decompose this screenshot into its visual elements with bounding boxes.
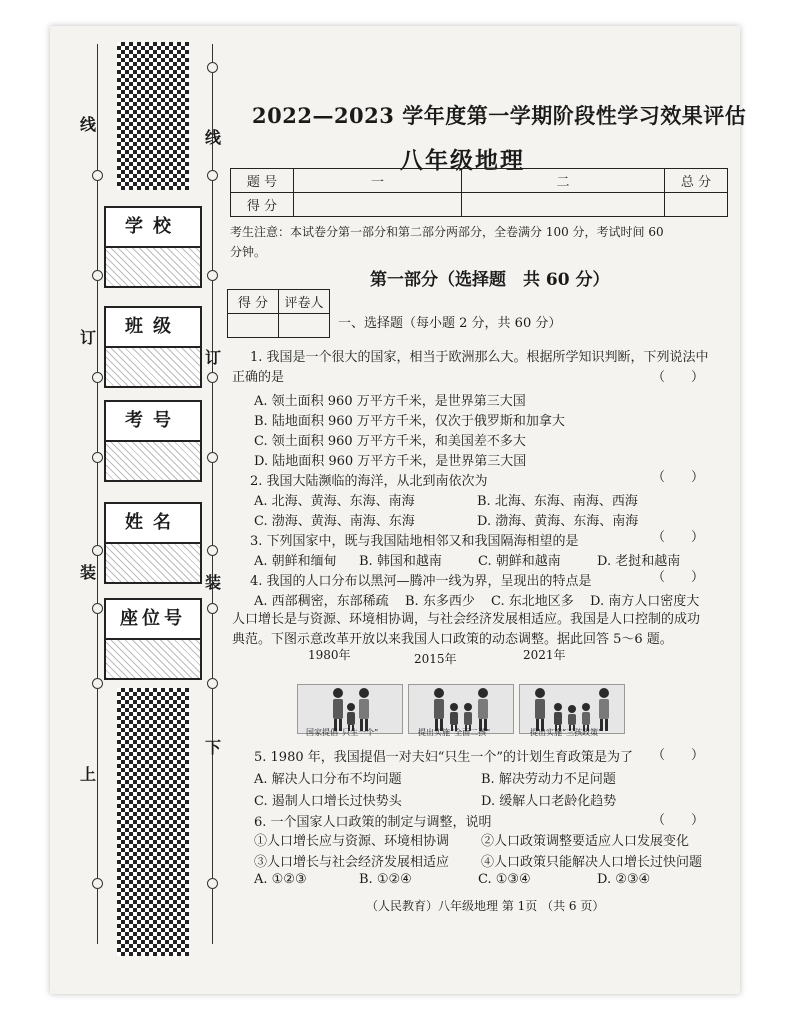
q4-option-b[interactable]: B. 东多西少: [405, 594, 475, 609]
binding-hole: [92, 545, 103, 556]
figure-caption-2015: 提出实施“全面二孩”: [418, 728, 491, 737]
exam-notice: [230, 222, 712, 262]
figure-caption-2021: 提出实施“三孩政策”: [530, 728, 603, 737]
q5-6-intro-line2: 典范。下图示意改革开放以来我国人口政策的动态调整。据此回答 5～6 题。: [232, 632, 673, 647]
field-name-label: 姓名: [104, 502, 202, 544]
field-name-blank[interactable]: [104, 544, 202, 584]
binding-char-zhuang-right: 装: [204, 573, 221, 592]
binding-hole: [207, 878, 218, 889]
field-school-label: 学校: [104, 206, 202, 248]
figure-year-2015: 2015年: [414, 652, 457, 666]
q2-answer-blank[interactable]: （ ）: [652, 470, 705, 485]
q5-6-intro-line1: 人口增长是与资源、环境相协调，与社会经济发展相适应。我国是人口控制的成功: [232, 612, 701, 627]
binding-hole: [92, 878, 103, 889]
binding-char-ding: 订: [79, 328, 96, 347]
field-seat-number-blank[interactable]: [104, 640, 202, 680]
score-table-header-part2: 二: [462, 169, 665, 193]
binding-char-zhuang: 装: [79, 563, 96, 582]
q2-stem: 2. 我国大陆濒临的海洋，从北到南依次为: [250, 474, 488, 489]
field-exam-number-blank[interactable]: [104, 442, 202, 482]
q5-option-d[interactable]: D. 缓解人口老龄化趋势: [481, 794, 617, 809]
binding-hole: [207, 545, 218, 556]
binding-hole: [207, 372, 218, 383]
grader-table: [227, 289, 330, 338]
binding-hole: [207, 270, 218, 281]
q2-option-d[interactable]: D. 渤海、黄海、东海、南海: [477, 514, 639, 529]
binding-hole: [207, 452, 218, 463]
q1-stem-line1: 1. 我国是一个很大的国家，相当于欧洲那么大。根据所学知识判断，下列说法中: [250, 350, 709, 365]
grader-score-cell[interactable]: [228, 314, 279, 338]
q6-statement-1: ①人口增长应与资源、环境相协调: [254, 834, 450, 849]
checker-pattern-top: [117, 42, 189, 190]
q5-stem: 5. 1980 年，我国提倡一对夫妇“只生一个”的计划生育政策是为了: [254, 750, 634, 765]
q6-statement-4: ④人口政策只能解决人口增长过快问题: [481, 855, 703, 870]
exam-title: 2022—2023 学年度第一学期阶段性学习效果评估: [252, 103, 747, 128]
q3-stem: 3. 下列国家中，既与我国陆地相邻又和我国隔海相望的是: [250, 534, 579, 549]
score-cell-total[interactable]: [665, 193, 728, 217]
binding-char-xia: 下: [204, 738, 221, 757]
q5-6-intro: [232, 610, 712, 650]
q4-option-d[interactable]: D. 南方人口密度大: [590, 594, 700, 609]
grader-name-label: 评卷人: [279, 290, 330, 314]
page-footer: （人民教育）八年级地理 第 1页 （共 6 页）: [366, 899, 605, 913]
binding-hole: [92, 603, 103, 614]
binding-char-ding-right: 订: [204, 348, 221, 367]
binding-hole: [92, 170, 103, 181]
figure-year-1980: 1980年: [308, 648, 351, 662]
q1-option-b[interactable]: B. 陆地面积 960 万平方千米，仅次于俄罗斯和加拿大: [254, 414, 565, 429]
score-table: [230, 168, 728, 217]
q6-answer-blank[interactable]: （ ）: [652, 813, 705, 828]
q1-answer-blank[interactable]: （ ）: [652, 370, 705, 385]
field-class-label: 班级: [104, 306, 202, 348]
score-cell-part1[interactable]: [294, 193, 462, 217]
q4-answer-blank[interactable]: （ ）: [652, 570, 705, 585]
notice-line-2: 分钟。: [230, 245, 267, 259]
binding-hole: [92, 452, 103, 463]
q5-option-c[interactable]: C. 遏制人口增长过快势头: [254, 794, 402, 809]
q6-option-b[interactable]: B. ①②④: [359, 872, 412, 887]
q1-option-c[interactable]: C. 领土面积 960 万平方千米，和美国差不多大: [254, 434, 526, 449]
q5-option-b[interactable]: B. 解决劳动力不足问题: [481, 772, 616, 787]
grader-score-label: 得 分: [228, 290, 279, 314]
q2-option-a[interactable]: A. 北海、黄海、东海、南海: [254, 494, 415, 509]
field-school-blank[interactable]: [104, 248, 202, 288]
score-cell-part2[interactable]: [462, 193, 665, 217]
q1-option-d[interactable]: D. 陆地面积 960 万平方千米，是世界第三大国: [254, 454, 527, 469]
field-school[interactable]: [104, 206, 202, 286]
checker-pattern-bottom: [117, 688, 189, 956]
binding-hole: [92, 372, 103, 383]
field-name[interactable]: [104, 502, 202, 582]
score-table-header-label: 题 号: [231, 169, 294, 193]
section-heading: 一、选择题（每小题 2 分，共 60 分）: [338, 316, 562, 331]
q6-option-c[interactable]: C. ①③④: [478, 872, 531, 887]
q4-option-c[interactable]: C. 东北地区多: [491, 594, 574, 609]
q4-stem: 4. 我国的人口分布以黑河—腾冲一线为界，呈现出的特点是: [250, 574, 592, 589]
score-table-row-label: 得 分: [231, 193, 294, 217]
q5-answer-blank[interactable]: （ ）: [652, 748, 705, 763]
q3-option-a[interactable]: A. 朝鲜和缅甸: [254, 554, 337, 569]
q5-option-a[interactable]: A. 解决人口分布不均问题: [254, 772, 402, 787]
part1-title: 第一部分（选择题 共 60 分）: [370, 270, 610, 290]
field-seat-number[interactable]: [104, 598, 202, 678]
q2-option-c[interactable]: C. 渤海、黄海、南海、东海: [254, 514, 415, 529]
score-table-header-total: 总 分: [665, 169, 728, 193]
q6-statement-2: ②人口政策调整要适应人口发展变化: [481, 834, 690, 849]
binding-hole: [92, 678, 103, 689]
binding-hole: [207, 603, 218, 614]
q3-option-c[interactable]: C. 朝鲜和越南: [478, 554, 561, 569]
q3-option-b[interactable]: B. 韩国和越南: [359, 554, 442, 569]
q6-option-a[interactable]: A. ①②③: [254, 872, 307, 887]
binding-char-xian: 线: [79, 115, 96, 134]
field-class[interactable]: [104, 306, 202, 386]
field-exam-number-label: 考号: [104, 400, 202, 442]
figure-caption-1980: 国家提倡“只生一个”: [306, 728, 379, 737]
notice-line-1: 考生注意：本试卷分第一部分和第二部分两部分，全卷满分 100 分，考试时间 60: [230, 225, 664, 239]
q1-stem-line2: 正确的是: [232, 370, 285, 385]
score-table-header-part1: 一: [294, 169, 462, 193]
q3-option-d[interactable]: D. 老挝和越南: [597, 554, 681, 569]
exam-subject: 八年级地理: [400, 147, 525, 174]
q3-answer-blank[interactable]: （ ）: [652, 530, 705, 545]
q6-stem: 6. 一个国家人口政策的制定与调整，说明: [254, 815, 492, 830]
binding-hole: [207, 62, 218, 73]
q4-option-a[interactable]: A. 西部稠密，东部稀疏: [254, 594, 389, 609]
binding-hole: [207, 678, 218, 689]
field-seat-number-label: 座位号: [104, 598, 202, 640]
q6-statement-3: ③人口增长与社会经济发展相适应: [254, 855, 450, 870]
binding-hole: [207, 170, 218, 181]
field-class-blank[interactable]: [104, 348, 202, 388]
q2-option-b[interactable]: B. 北海、东海、南海、西海: [477, 494, 638, 509]
q1-option-a[interactable]: A. 领土面积 960 万平方千米，是世界第三大国: [254, 394, 526, 409]
grader-name-cell[interactable]: [279, 314, 330, 338]
figure-year-2021: 2021年: [523, 648, 566, 662]
binding-char-xian-right: 线: [204, 128, 221, 147]
q6-option-d[interactable]: D. ②③④: [597, 872, 651, 887]
binding-hole: [92, 270, 103, 281]
binding-char-shang: 上: [79, 765, 96, 784]
field-exam-number[interactable]: [104, 400, 202, 480]
